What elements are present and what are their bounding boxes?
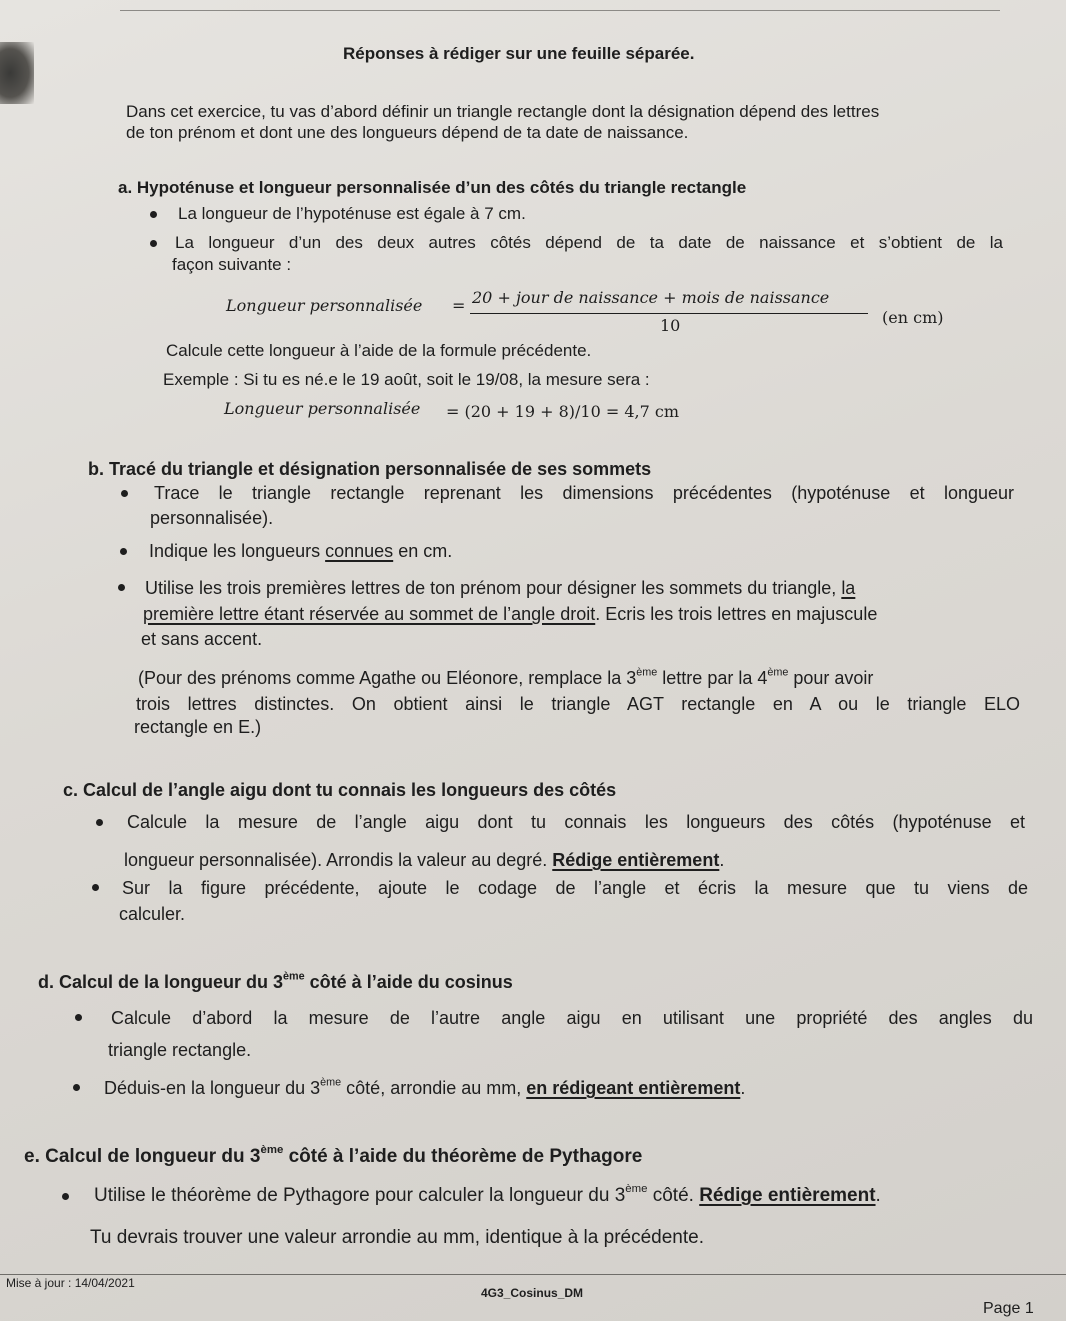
bullet: [62, 1193, 69, 1200]
section-b-note-line-2: trois lettres distinctes. On obtient ainsi le triangle AGT rectangle en A ou le triangle ELO: [136, 694, 1020, 714]
fraction-bar: [470, 313, 868, 314]
bullet: [120, 548, 127, 555]
section-b-heading: b. Tracé du triangle et désignation personnalisée de ses sommets: [88, 459, 652, 479]
footer-filename: 4G3_Cosinus_DM: [481, 1286, 584, 1300]
section-a-bullet-1: La longueur de l’hypoténuse est égale à 7 cm.: [178, 204, 526, 223]
section-b-bullet-3-line-2: première lettre étant réservée au sommet de l’angle droit. Ecris les trois lettres en majuscule: [143, 604, 878, 624]
bullet: [92, 884, 99, 891]
section-a-heading: a. Hypoténuse et longueur personnalisée d’un des côtés du triangle rectangle: [118, 178, 747, 197]
section-a-calc-line: Calcule cette longueur à l’aide de la formule précédente.: [166, 341, 592, 360]
section-a-bullet-2-line-1: La longueur d’un des deux autres côtés dépend de ta date de naissance et s’obtient de la: [175, 233, 1003, 252]
section-c-bullet-2-line-2: calculer.: [119, 904, 186, 924]
section-e-line-2: Tu devrais trouver une valeur arrondie au mm, identique à la précédente.: [90, 1227, 704, 1248]
intro-line-2: de ton prénom et dont une des longueurs dépend de ta date de naissance.: [126, 123, 689, 142]
example-formula-lhs: Longueur personnalisée: [224, 399, 421, 418]
formula-denominator: 10: [660, 316, 681, 335]
section-d-bullet-1-line-1: Calcule d’abord la mesure de l’autre angle aigu en utilisant une propriété des angles du: [111, 1008, 1033, 1028]
section-b-bullet-2: Indique les longueurs connues en cm.: [149, 541, 453, 561]
section-b-note-line-1: (Pour des prénoms comme Agathe ou Eléonore, remplace la 3ème lettre par la 4ème pour avoir: [138, 666, 874, 688]
section-d-heading: d. Calcul de la longueur du 3ème côté à l’aide du cosinus: [38, 970, 513, 992]
page-title: Réponses à rédiger sur une feuille séparée.: [343, 44, 695, 63]
formula-numerator: 20 + jour de naissance + mois de naissance: [472, 288, 830, 307]
formula-equals: =: [452, 296, 466, 315]
bullet: [118, 584, 125, 591]
footer-page-number: Page 1: [983, 1300, 1034, 1317]
binder-shadow: [0, 42, 34, 104]
section-a-bullet-2-line-2: façon suivante :: [172, 255, 292, 274]
bullet: [121, 490, 128, 497]
bullet: [73, 1084, 80, 1091]
top-rule: [120, 10, 1000, 11]
section-d-bullet-2: Déduis-en la longueur du 3ème côté, arrondie au mm, en rédigeant entièrement.: [104, 1076, 746, 1098]
bullet: [75, 1014, 82, 1021]
section-e-heading: e. Calcul de longueur du 3ème côté à l’aide du théorème de Pythagore: [24, 1143, 643, 1167]
example-formula-rhs: = (20 + 19 + 8)/10 = 4,7 cm: [446, 402, 680, 421]
footer-rule: [0, 1274, 1066, 1275]
section-d-bullet-1-line-2: triangle rectangle.: [108, 1040, 252, 1060]
section-c-bullet-1-line-2: longueur personnalisée). Arrondis la valeur au degré. Rédige entièrement.: [124, 850, 725, 870]
section-c-bullet-2-line-1: Sur la figure précédente, ajoute le codage de l’angle et écris la mesure que tu viens de: [122, 878, 1028, 898]
section-b-note-line-3: rectangle en E.): [134, 717, 262, 737]
formula-unit: (en cm): [882, 308, 944, 327]
section-b-bullet-3-line-3: et sans accent.: [141, 629, 263, 649]
section-b-bullet-3-line-1: Utilise les trois premières lettres de ton prénom pour désigner les sommets du triangle, la: [145, 578, 856, 598]
bullet: [150, 211, 157, 218]
section-b-bullet-1-line-2: personnalisée).: [150, 508, 274, 528]
section-c-bullet-1-line-1: Calcule la mesure de l’angle aigu dont tu connais les longueurs des côtés (hypoténuse et: [127, 812, 1025, 832]
section-c-heading: c. Calcul de l’angle aigu dont tu connais les longueurs des côtés: [63, 780, 617, 800]
intro-line-1: Dans cet exercice, tu vas d’abord définir un triangle rectangle dont la désignation dépend des lettres: [126, 102, 880, 121]
bullet: [150, 240, 157, 247]
formula-lhs: Longueur personnalisée: [226, 296, 423, 315]
footer-updated: Mise à jour : 14/04/2021: [6, 1276, 135, 1290]
bullet: [96, 819, 103, 826]
section-a-example: Exemple : Si tu es né.e le 19 août, soit le 19/08, la mesure sera :: [163, 370, 650, 389]
section-e-bullet-1: Utilise le théorème de Pythagore pour calculer la longueur du 3ème côté. Rédige entièrement.: [94, 1182, 881, 1206]
section-b-bullet-1-line-1: Trace le triangle rectangle reprenant les dimensions précédentes (hypoténuse et longueur: [154, 483, 1014, 503]
